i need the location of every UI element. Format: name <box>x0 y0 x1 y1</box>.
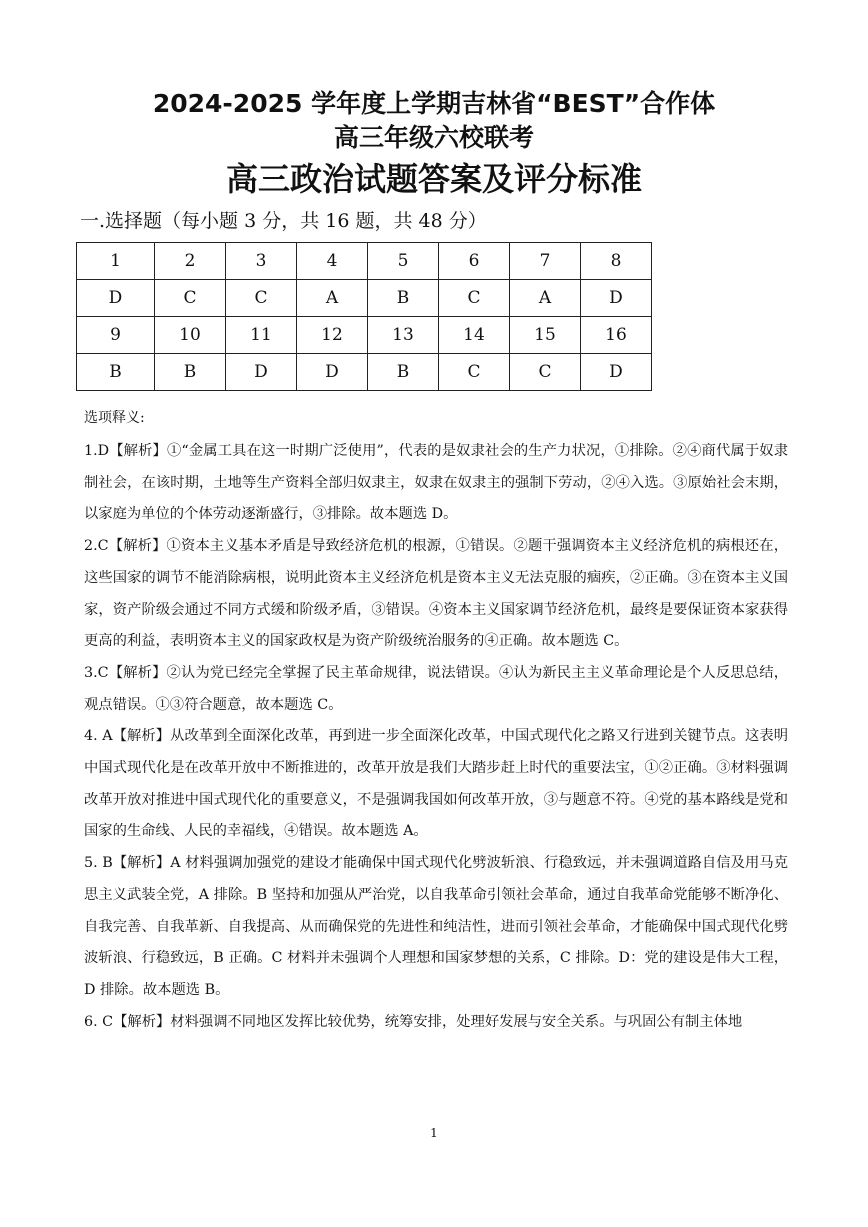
question-number-cell: 16 <box>581 317 652 354</box>
answer-cell: D <box>297 354 368 391</box>
question-number-cell: 1 <box>77 243 155 280</box>
question-number-cell: 9 <box>77 317 155 354</box>
question-number-cell: 8 <box>581 243 652 280</box>
explanation-item: 6. C【解析】材料强调不同地区发挥比较优势，统筹安排，处理好发展与安全关系。与巩固公有制主体地 <box>84 1013 743 1030</box>
title-line-2: 高三年级六校联考 <box>333 123 534 152</box>
question-number-cell: 13 <box>368 317 439 354</box>
title-line-1: 2024-2025 学年度上学期吉林省“BEST”合作体 <box>152 89 716 118</box>
question-number-cell: 5 <box>368 243 439 280</box>
explanation-item: 2.C【解析】①资本主义基本矛盾是导致经济危机的根源，①错误。②题干强调资本主义经济危机的病根还在，这些国家的调节不能消除病根，说明此资本主义经济危机是资本主义无法克服的痼疾，②正确。③在资本主义国家，资产阶级会通过不同方式缓和阶级矛盾，③错误。④资本主义国家调节经济危机，最终是要保证资本家获得更高的利益，表明资本主义的国家政权是为资产阶级统治服务的④正确。故本题选 C。 <box>84 538 788 650</box>
question-number-row <box>77 317 652 354</box>
question-number-row <box>77 243 652 280</box>
answer-row <box>77 280 652 317</box>
answer-cell: D <box>581 354 652 391</box>
answer-cell: B <box>368 280 439 317</box>
answer-cell: C <box>510 354 581 391</box>
notes-label: 选项释义: <box>84 410 145 426</box>
answer-cell: D <box>581 280 652 317</box>
answer-cell: D <box>226 354 297 391</box>
answer-cell: D <box>77 280 155 317</box>
question-number-cell: 10 <box>155 317 226 354</box>
explanation-item: 5. B【解析】A 材料强调加强党的建设才能确保中国式现代化劈波斩浪、行稳致远，并未强调道路自信及用马克思主义武装全党，A 排除。B 坚持和加强从严治党，以自我革命引领社会革命，通过自我革命党能够不断净化、自我完善、自我革新、自我提高、从而确保党的先进性和纯洁性，进而引领社会革命，才能确保中国式现代化劈波斩浪、行稳致远，B 正确。C 材料并未强调个人理想和国家梦想的关系，C 排除。D：党的建设是伟大工程，D 排除。故本题选 B。 <box>84 855 788 998</box>
answer-cell: B <box>368 354 439 391</box>
question-number-cell: 3 <box>226 243 297 280</box>
explanations-list <box>84 436 788 1038</box>
question-number-cell: 7 <box>510 243 581 280</box>
question-number-cell: 15 <box>510 317 581 354</box>
document-title: 高三政治试题答案及评分标准 <box>225 160 642 198</box>
explanation-item: 3.C【解析】②认为党已经完全掌握了民主革命规律，说法错误。④认为新民主主义革命理论是个人反思总结，观点错误。①③符合题意，故本题选 C。 <box>84 664 788 713</box>
section-heading: 一.选择题（每小题 3 分，共 16 题，共 48 分） <box>80 210 487 232</box>
explanation-item: 4. A【解析】从改革到全面深化改革，再到进一步全面深化改革，中国式现代化之路又行进到关键节点。这表明中国式现代化是在改革开放中不断推进的，改革开放是我们大踏步赶上时代的重要法宝，①②正确。③材料强调改革开放对推进中国式现代化的重要意义，不是强调我国如何改革开放，③与题意不符。④党的基本路线是党和国家的生命线、人民的幸福线，④错误。故本题选 A。 <box>84 728 788 840</box>
explanation-item: 1.D【解析】①“金属工具在这一时期广泛使用”，代表的是奴隶社会的生产力状况，①排除。②④商代属于奴隶制社会，在该时期，土地等生产资料全部归奴隶主，奴隶在奴隶主的强制下劳动，②④入选。③原始社会末期，以家庭为单位的个体劳动逐渐盛行，③排除。故本题选 D。 <box>84 443 788 523</box>
answer-cell: A <box>510 280 581 317</box>
question-number-cell: 6 <box>439 243 510 280</box>
answer-cell: C <box>439 354 510 391</box>
question-number-cell: 11 <box>226 317 297 354</box>
answer-table <box>76 242 652 391</box>
question-number-cell: 4 <box>297 243 368 280</box>
question-number-cell: 12 <box>297 317 368 354</box>
answer-cell: C <box>226 280 297 317</box>
question-number-cell: 2 <box>155 243 226 280</box>
answer-row <box>77 354 652 391</box>
answer-cell: C <box>439 280 510 317</box>
answer-cell: B <box>155 354 226 391</box>
answer-cell: B <box>77 354 155 391</box>
question-number-cell: 14 <box>439 317 510 354</box>
page-number: 1 <box>430 1126 438 1140</box>
answer-cell: C <box>155 280 226 317</box>
answer-cell: A <box>297 280 368 317</box>
